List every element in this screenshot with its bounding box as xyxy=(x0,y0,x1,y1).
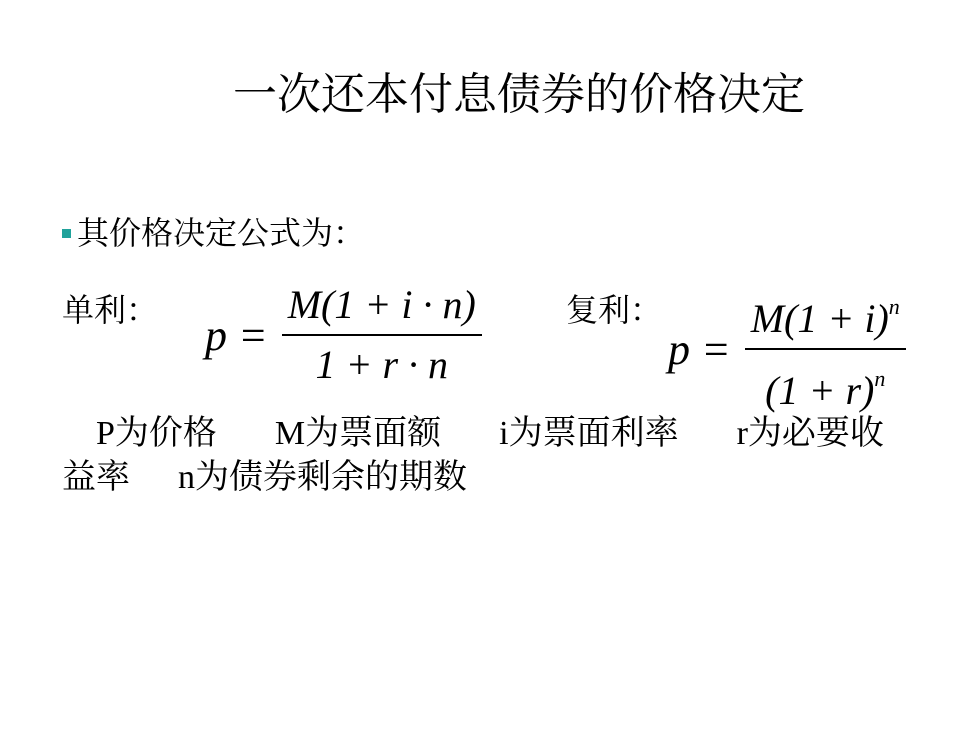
formula-denominator: 1 + r · n xyxy=(315,342,449,387)
slide-title: 一次还本付息债券的价格决定 xyxy=(233,70,805,119)
formula-fraction xyxy=(282,282,482,388)
definition-item: r为必要收 xyxy=(736,415,884,452)
numerator-exponent: n xyxy=(888,294,900,319)
formula-denominator xyxy=(759,356,891,414)
formula-fraction xyxy=(745,284,906,414)
definitions-row xyxy=(62,456,962,500)
definition-item: P为价格 xyxy=(96,415,217,452)
fraction-bar xyxy=(745,348,906,350)
formula-lhs: p = xyxy=(668,324,731,374)
compound-interest-formula xyxy=(668,284,906,414)
bullet-item xyxy=(62,208,365,254)
numerator-base: M(1 + i) xyxy=(750,296,889,341)
formula-numerator: M(1 + i · n) xyxy=(287,282,476,327)
formula-lhs: p = xyxy=(205,310,268,360)
definition-item: 益率 xyxy=(62,459,130,496)
definition-item: i为票面利率 xyxy=(499,415,679,452)
bullet-square-icon xyxy=(62,229,71,238)
definition-item: n为债券剩余的期数 xyxy=(178,459,467,496)
variable-definitions xyxy=(62,412,962,500)
definitions-row xyxy=(62,412,962,456)
fraction-bar xyxy=(282,334,482,336)
denominator-base: (1 + r) xyxy=(765,368,875,413)
simple-interest-formula xyxy=(205,282,482,388)
simple-interest-label: 单利： xyxy=(62,292,159,328)
formula-numerator xyxy=(745,284,906,342)
bullet-text: 其价格决定公式为： xyxy=(77,215,366,251)
compound-interest-label: 复利： xyxy=(566,292,663,328)
denominator-exponent: n xyxy=(874,366,886,391)
definition-item: M为票面额 xyxy=(274,415,442,452)
